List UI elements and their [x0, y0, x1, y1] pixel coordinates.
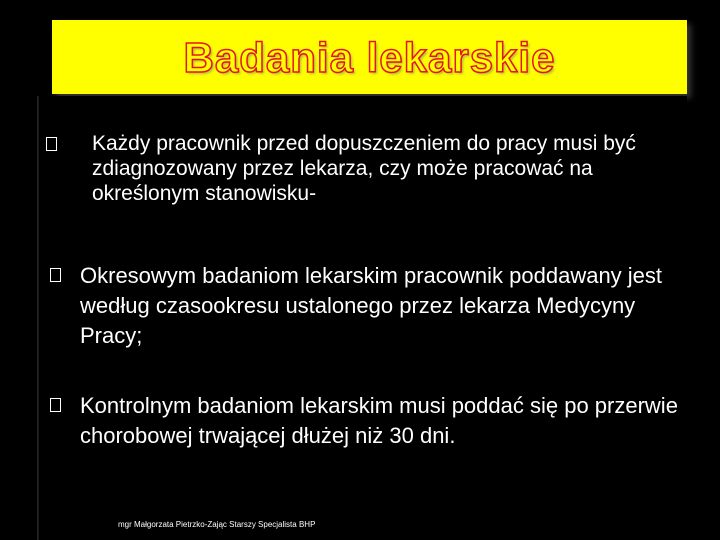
bullet-text-1: Każdy pracownik przed dopuszczeniem do pracy musi być zdiagnozowany przez lekarza, czy może pracować na określonym stanowisku- [92, 132, 636, 205]
bullet-marker-icon [50, 268, 61, 282]
slide-title: Badania lekarskie [183, 34, 556, 81]
bullet-text-2: Okresowym badaniom lekarskim pracownik poddawany jest według czasookresu ustalonego przez lekarza Medycyny Pracy; [80, 263, 663, 348]
bullet-text-3: Kontrolnym badaniom lekarskim musi poddać się po przerwie chorobowej trwającej dłużej niż 30 dni. [80, 393, 678, 448]
bullet-marker-icon [50, 398, 61, 412]
title-bar [52, 20, 687, 94]
footer-author: mgr Małgorzata Pietrzko-Zając Starszy Specjalista BHP [118, 520, 316, 529]
bullet-marker-icon [46, 137, 57, 151]
